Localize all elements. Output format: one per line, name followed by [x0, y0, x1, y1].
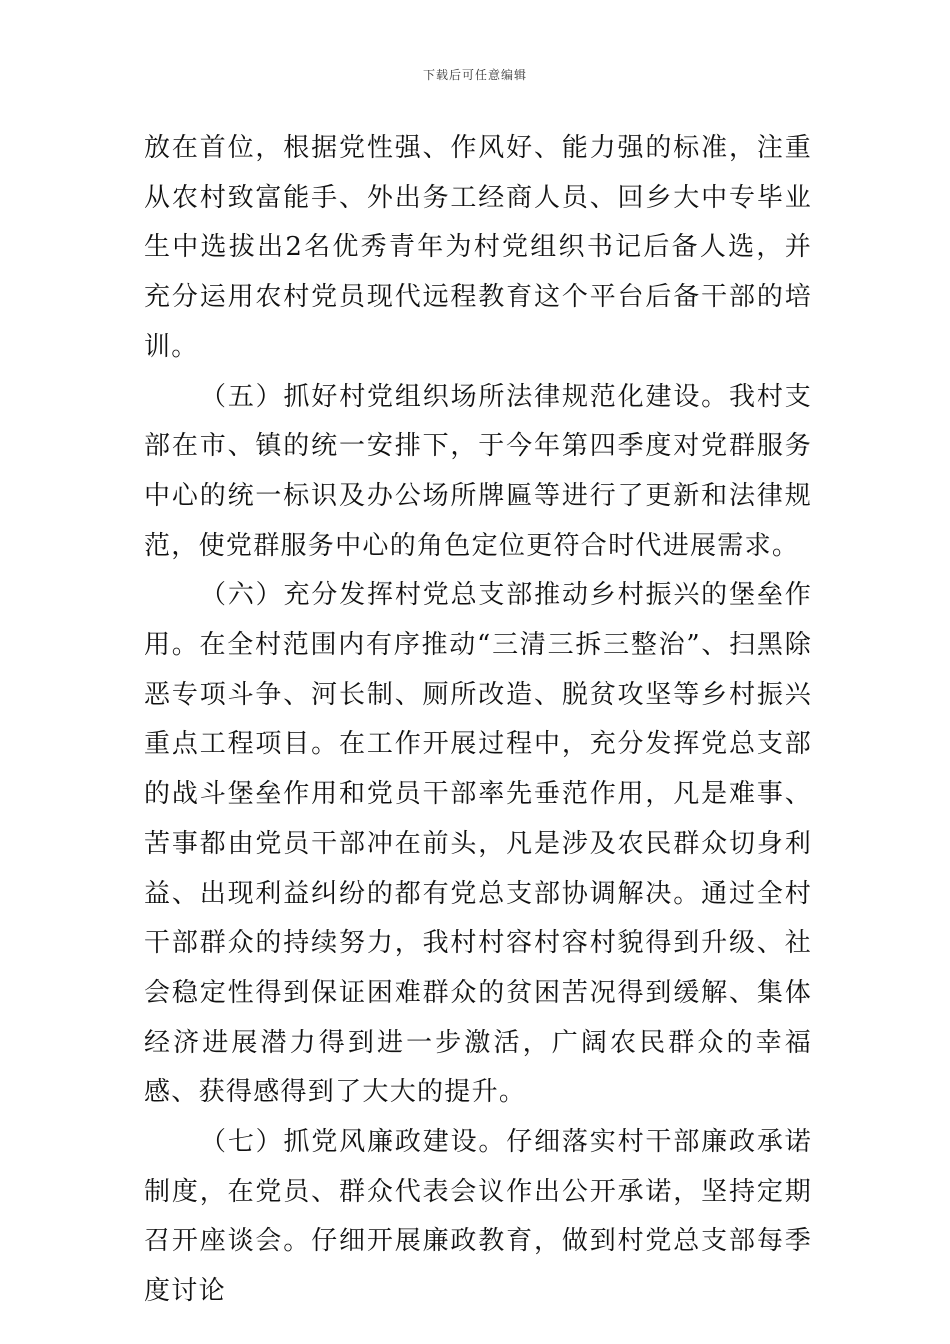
paragraph-section-7: （七）抓党风廉政建设。仔细落实村干部廉政承诺制度，在党员、群众代表会议作出公开承诺，坚持定期召开座谈会。仔细开展廉政教育，做到村党总支部每季度讨论 [144, 1127, 812, 1307]
paragraph-continuation: 放在首位，根据党性强、作风好、能力强的标准，注重从农村致富能手、外出务工经商人员、回乡大中专毕业生中选拔出2名优秀青年为村党组织书记后备人选，并充分运用农村党员现代远程教育这个平台后备干部的培训。 [144, 133, 812, 362]
page-header: 下载后可任意编辑 [422, 68, 527, 82]
document-body [144, 124, 812, 1317]
paragraph-section-6: （六）充分发挥村党总支部推动乡村振兴的堡垒作用。在全村范围内有序推动“三清三拆三整治”、扫黑除恶专项斗争、河长制、厕所改造、脱贫攻坚等乡村振兴重点工程项目。在工作开展过程中，充分发挥党总支部的战斗堡垒作用和党员干部率先垂范作用，凡是难事、苦事都由党员干部冲在前头，凡是涉及农民群众切身利益、出现利益纠纷的都有党总支部协调解决。通过全村干部群众的持续努力，我村村容村容村貌得到升级、社会稳定性得到保证困难群众的贫困苦况得到缓解、集体经济进展潜力得到进一步激活，广阔农民群众的幸福感、获得感得到了大大的提升。 [144, 580, 812, 1108]
paragraph-section-5: （五）抓好村党组织场所法律规范化建设。我村支部在市、镇的统一安排下，于今年第四季度对党群服务中心的统一标识及办公场所牌匾等进行了更新和法律规范，使党群服务中心的角色定位更符合时代进展需求。 [144, 381, 812, 561]
